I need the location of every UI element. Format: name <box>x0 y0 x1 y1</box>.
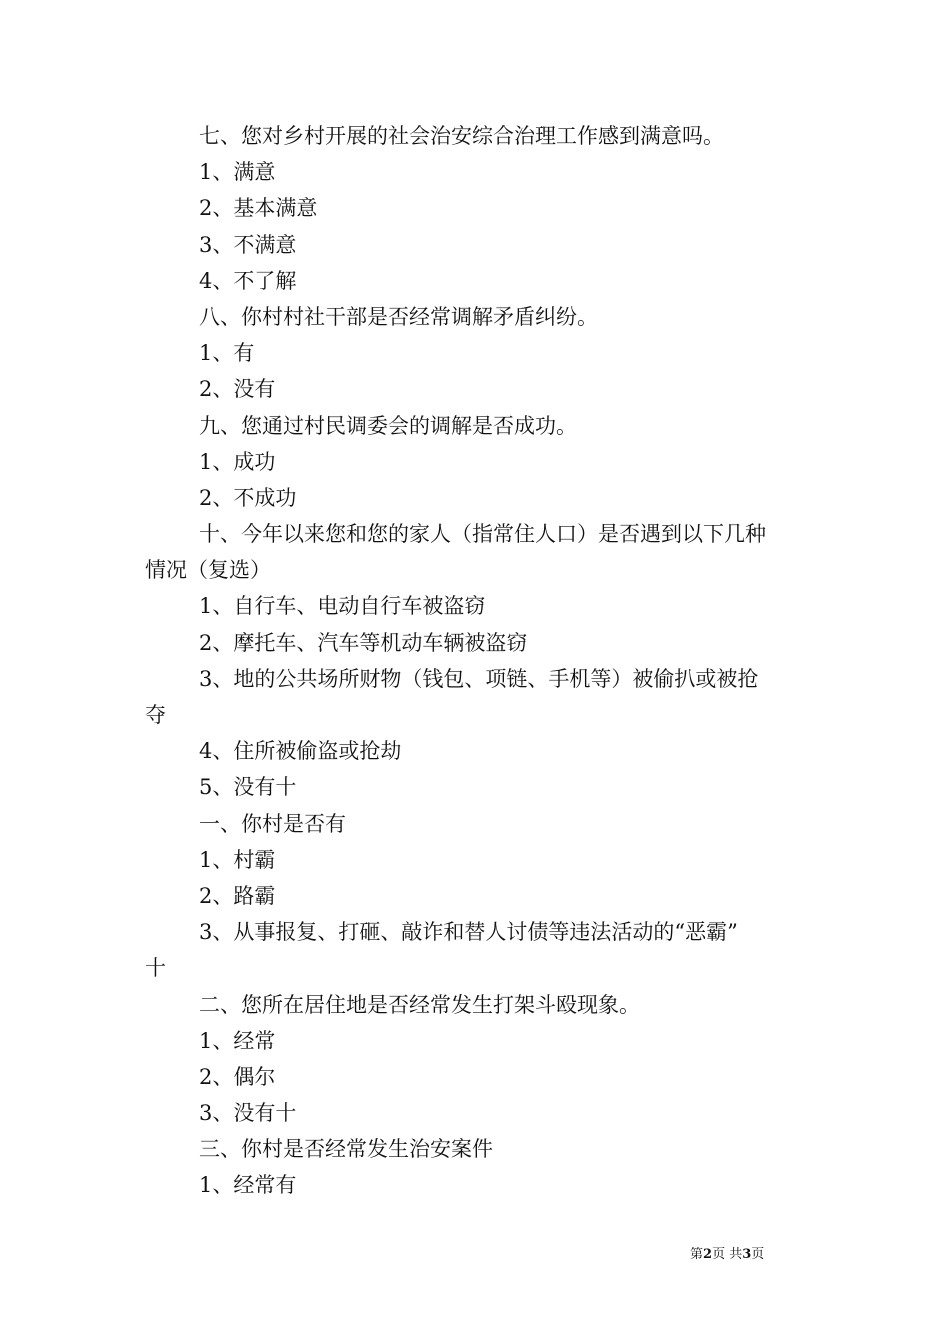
total-pages-number: 3 <box>742 1247 752 1262</box>
option-continuation: 十 <box>145 956 166 981</box>
question-7: 七、您对乡村开展的社会治安综合治理工作感到满意吗。 <box>199 124 724 148</box>
page-number-footer <box>690 1246 810 1264</box>
page-suffix: 页 <box>751 1247 765 1262</box>
option-line: 1、满意 <box>199 160 276 185</box>
question-8: 八、你村村社干部是否经常调解矛盾纠纷。 <box>199 304 598 329</box>
question-10-continuation: 情况（复选） <box>145 558 271 583</box>
question-13: 三、你村是否经常发生治安案件 <box>199 1137 493 1162</box>
option-line: 2、摩托车、汽车等机动车辆被盗窃 <box>199 630 528 655</box>
option-line: 1、经常有 <box>199 1173 297 1198</box>
option-line: 3、不满意 <box>199 232 297 257</box>
option-line: 3、没有十 <box>199 1101 297 1126</box>
question-10: 十、今年以来您和您的家人（指常住人口）是否遇到以下几种 <box>199 522 766 547</box>
document-body <box>145 118 810 1204</box>
option-line: 1、成功 <box>199 449 276 474</box>
option-continuation: 夺 <box>145 703 166 727</box>
option-line: 1、自行车、电动自行车被盗窃 <box>199 594 486 619</box>
option-line: 2、没有 <box>199 377 276 402</box>
question-9: 九、您通过村民调委会的调解是否成功。 <box>199 413 577 438</box>
option-line: 3、从事报复、打砸、敲诈和替人讨债等违法活动的“恶霸” <box>199 920 738 945</box>
option-line: 1、村霸 <box>199 847 276 872</box>
question-12: 二、您所在居住地是否经常发生打架斗殴现象。 <box>199 992 640 1017</box>
option-line: 1、经常 <box>199 1028 276 1053</box>
option-line: 4、不了解 <box>199 268 297 293</box>
page-prefix: 第 <box>690 1247 704 1262</box>
option-line: 1、有 <box>199 341 255 366</box>
option-line: 3、地的公共场所财物（钱包、项链、手机等）被偷扒或被抢 <box>199 666 759 691</box>
option-line: 5、没有十 <box>199 775 297 800</box>
page-middle-text: 页 共 <box>712 1247 743 1262</box>
option-line: 2、路霸 <box>199 883 276 908</box>
option-line: 2、基本满意 <box>199 196 318 221</box>
question-11: 一、你村是否有 <box>199 811 346 836</box>
current-page-number: 2 <box>703 1247 713 1262</box>
option-line: 2、偶尔 <box>199 1064 276 1089</box>
option-line: 2、不成功 <box>199 485 297 510</box>
option-line: 4、住所被偷盗或抢劫 <box>199 739 402 764</box>
